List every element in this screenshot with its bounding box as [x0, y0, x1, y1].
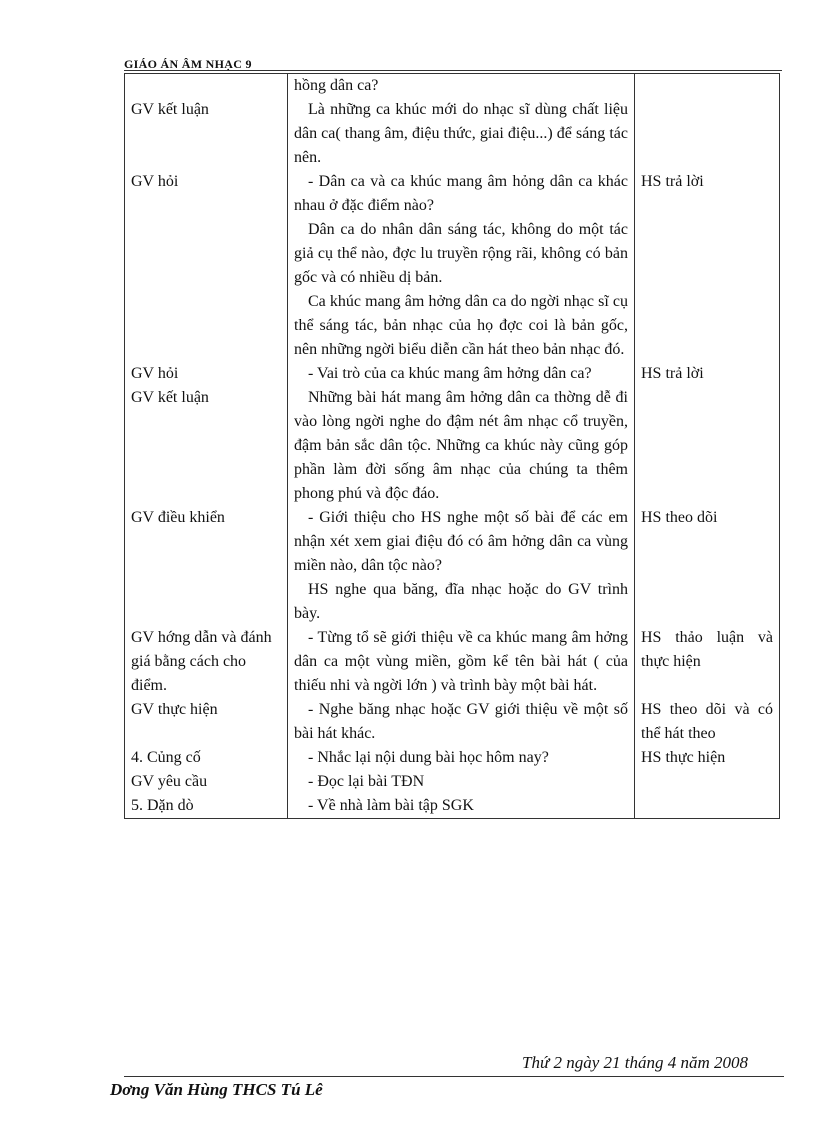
table-row	[125, 506, 780, 626]
content-cell	[288, 626, 635, 698]
content-paragraph: Ca khúc mang âm hởng dân ca do ngời nhạc sĩ cụ thể sáng tác, bản nhạc của họ đợc coi là bản gốc, nên những ngời biểu diễn cần hát theo bản nhạc đó.	[294, 293, 628, 358]
table-row	[125, 98, 780, 170]
content-paragraph: - Nghe băng nhạc hoặc GV giới thiệu về một số bài hát khác.	[294, 701, 628, 742]
content-cell	[288, 74, 635, 99]
student-activity-cell	[635, 170, 780, 362]
content-paragraph: Là những ca khúc mới do nhạc sĩ dùng chất liệu dân ca( thang âm, điệu thức, giai điệu...) để sáng tác nên.	[294, 101, 628, 166]
table-row	[125, 170, 780, 362]
footer-date: Thứ 2 ngày 21 tháng 4 năm 2008	[522, 1053, 749, 1072]
table-row	[125, 362, 780, 386]
content-cell	[288, 506, 635, 626]
student-activity-cell	[635, 746, 780, 819]
student-activity-text: HS thực hiện	[641, 749, 726, 766]
teacher-activity-text: GV hỏi	[131, 173, 179, 190]
student-activity-text: HS trả lời	[641, 365, 704, 382]
content-paragraph: hồng dân ca?	[294, 77, 379, 94]
content-paragraph: - Vai trò của ca khúc mang âm hởng dân ca?	[308, 365, 592, 382]
content-paragraph: - Nhắc lại nội dung bài học hôm nay?	[308, 749, 549, 766]
content-paragraph: - Giới thiệu cho HS nghe một số bài để các em nhận xét xem giai điệu đó có âm hởng dân ca vùng miền nào, dân tộc nào?	[294, 509, 628, 574]
student-activity-cell	[635, 506, 780, 626]
student-activity-cell	[635, 626, 780, 698]
content-paragraph: Dân ca do nhân dân sáng tác, không do một tác giả cụ thể nào, đợc lu truyền rộng rãi, không có bản gốc và có nhiều dị bản.	[294, 221, 628, 286]
teacher-activity-text: GV hớng dẫn và đánh giá bằng cách cho điểm.	[131, 629, 272, 694]
teacher-activity-text: GV hỏi	[131, 365, 179, 382]
teacher-activity-cell	[125, 506, 288, 626]
lesson-plan-table	[124, 73, 780, 819]
teacher-activity-cell	[125, 386, 288, 506]
content-paragraph: - Dân ca và ca khúc mang âm hỏng dân ca khác nhau ở đặc điểm nào?	[294, 173, 628, 214]
teacher-activity-cell	[125, 362, 288, 386]
content-paragraph: - Về nhà làm bài tập SGK	[308, 797, 474, 814]
content-paragraph: - Từng tổ sẽ giới thiệu về ca khúc mang âm hởng dân ca một vùng miền, gồm kể tên bài hát ( của thiếu nhi và ngời lớn ) và trình bày một bài hát.	[294, 629, 628, 694]
table-row	[125, 626, 780, 698]
footer-author: Dơng Văn Hùng THCS Tú Lê	[110, 1080, 323, 1099]
student-activity-text: HS theo dõi	[641, 509, 718, 526]
teacher-activity-cell	[125, 74, 288, 99]
teacher-activity-cell	[125, 626, 288, 698]
student-activity-cell	[635, 98, 780, 170]
content-paragraph: Những bài hát mang âm hởng dân ca thờng dễ đi vào lòng ngời nghe do đậm nét âm nhạc cổ truyền, đậm bản sắc dân tộc. Những ca khúc này cũng góp phần làm đời sống âm nhạc của chúng ta thêm phong phú và độc đáo.	[294, 389, 628, 502]
table-row	[125, 698, 780, 746]
student-activity-text: HS trả lời	[641, 173, 704, 190]
teacher-activity-cell	[125, 746, 288, 819]
teacher-activity-cell	[125, 170, 288, 362]
teacher-activity-text: GV kết luận	[131, 389, 209, 406]
header-rule	[124, 70, 782, 71]
content-paragraph: HS nghe qua băng, đĩa nhạc hoặc do GV trình bày.	[294, 581, 628, 622]
student-activity-cell	[635, 362, 780, 386]
student-activity-cell	[635, 698, 780, 746]
table-row	[125, 746, 780, 819]
content-cell	[288, 698, 635, 746]
content-paragraph: - Đọc lại bài TĐN	[308, 773, 425, 790]
teacher-activity-text: 5. Dặn dò	[131, 797, 194, 814]
student-activity-text: HS theo dõi và có thể hát theo	[641, 701, 773, 742]
teacher-activity-text: GV kết luận	[131, 101, 209, 118]
content-cell	[288, 362, 635, 386]
content-cell	[288, 98, 635, 170]
content-cell	[288, 386, 635, 506]
teacher-activity-text: 4. Củng cố	[131, 749, 201, 766]
teacher-activity-text: GV thực hiện	[131, 701, 218, 718]
table-row	[125, 386, 780, 506]
teacher-activity-cell	[125, 698, 288, 746]
teacher-activity-cell	[125, 98, 288, 170]
student-activity-cell	[635, 386, 780, 506]
table-row	[125, 74, 780, 99]
teacher-activity-text: GV yêu cầu	[131, 773, 208, 790]
content-cell	[288, 746, 635, 819]
student-activity-text: HS thảo luận và thực hiện	[641, 629, 773, 670]
footer-rule	[124, 1076, 784, 1077]
teacher-activity-text: GV điều khiển	[131, 509, 225, 526]
document-header: GIÁO ÁN ÂM NHẠC 9	[124, 58, 252, 70]
content-cell	[288, 170, 635, 362]
student-activity-cell	[635, 74, 780, 99]
